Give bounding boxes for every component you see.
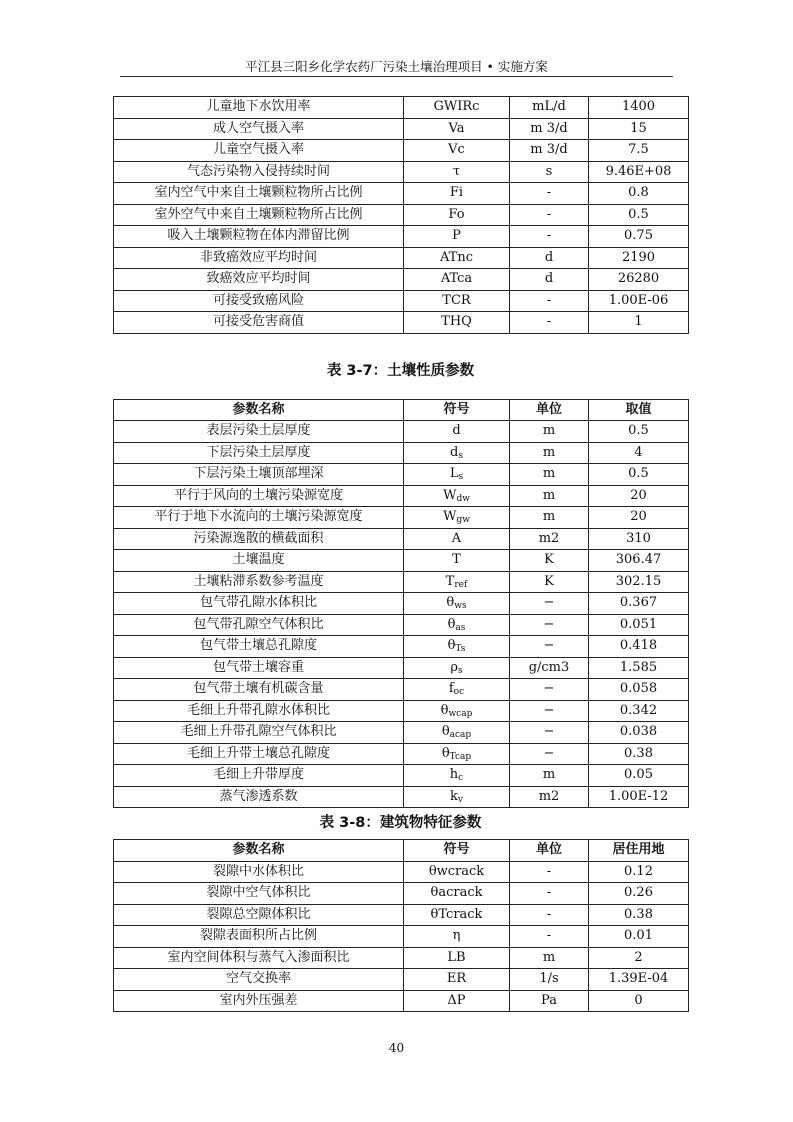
symbol-subscript: Ts [455, 644, 466, 655]
table-row [114, 204, 689, 226]
parameter-name: 可接受危害商值 [114, 312, 404, 334]
parameter-symbol [404, 421, 510, 443]
symbol-base: ATnc [439, 249, 473, 265]
table-row [114, 269, 689, 291]
parameter-value: 26280 [589, 269, 689, 291]
parameter-name: 儿童空气摄入率 [114, 140, 404, 162]
parameter-name: 裂隙中水体积比 [114, 861, 404, 883]
parameter-unit: K [510, 550, 589, 572]
parameter-unit: - [510, 226, 589, 248]
parameter-name: 裂隙表面积所占比例 [114, 926, 404, 948]
column-header: 单位 [510, 840, 589, 862]
symbol-base: Fi [449, 185, 464, 201]
symbol-base: A [451, 530, 462, 546]
symbol-base: ΔP [447, 992, 466, 1008]
symbol-subscript: c [458, 773, 464, 784]
parameter-symbol [404, 507, 510, 529]
parameter-name: 裂隙总空隙体积比 [114, 904, 404, 926]
parameter-name: 毛细上升带土壤总孔隙度 [114, 743, 404, 765]
parameter-name: 毛细上升带孔隙水体积比 [114, 700, 404, 722]
parameter-unit: m [510, 442, 589, 464]
symbol-base: θwcrack [428, 863, 485, 879]
symbol-base: GWIRc [433, 99, 480, 115]
parameter-value: 0.367 [589, 593, 689, 615]
symbol-base: ρ [450, 659, 459, 675]
table-row [114, 485, 689, 507]
symbol-subscript: s [458, 472, 464, 483]
parameter-symbol [404, 97, 510, 119]
parameter-unit: m [510, 485, 589, 507]
parameter-value: 9.46E+08 [589, 161, 689, 183]
parameter-value: 0.01 [589, 926, 689, 948]
symbol-base: ER [446, 971, 467, 987]
parameter-symbol [404, 571, 510, 593]
parameter-name: 土壤粘滞系数参考温度 [114, 571, 404, 593]
parameter-value: 0.418 [589, 636, 689, 658]
parameter-name: 室内空间体积与蒸气入渗面积比 [114, 947, 404, 969]
parameter-name: 毛细上升带孔隙空气体积比 [114, 722, 404, 744]
table-row [114, 247, 689, 269]
column-header: 参数名称 [114, 399, 404, 421]
symbol-base: h [449, 767, 459, 783]
table-row [114, 722, 689, 744]
parameter-symbol [404, 861, 510, 883]
parameter-value: 0.26 [589, 883, 689, 905]
parameter-symbol [404, 990, 510, 1012]
parameter-symbol [404, 947, 510, 969]
parameter-value: 310 [589, 528, 689, 550]
parameter-unit: mL/d [510, 97, 589, 119]
parameter-name: 致癌效应平均时间 [114, 269, 404, 291]
table-row [114, 786, 689, 808]
symbol-subscript: as [455, 622, 466, 633]
parameter-unit: - [510, 183, 589, 205]
table-row [114, 861, 689, 883]
parameter-value: 7.5 [589, 140, 689, 162]
parameter-value: 0.05 [589, 765, 689, 787]
parameter-symbol [404, 969, 510, 991]
table-row [114, 700, 689, 722]
parameter-unit: - [510, 312, 589, 334]
parameter-value: 1 [589, 312, 689, 334]
table-row [114, 636, 689, 658]
parameter-symbol [404, 204, 510, 226]
table-row [114, 947, 689, 969]
parameter-name: 包气带孔隙水体积比 [114, 593, 404, 615]
parameter-symbol [404, 183, 510, 205]
parameter-symbol [404, 485, 510, 507]
table-row [114, 226, 689, 248]
parameter-symbol [404, 118, 510, 140]
symbol-base: θ [447, 638, 456, 654]
table-row [114, 528, 689, 550]
symbol-base: η [452, 928, 461, 944]
parameter-name: 可接受致癌风险 [114, 290, 404, 312]
table-row [114, 183, 689, 205]
table-row [114, 118, 689, 140]
symbol-base: P [452, 228, 461, 244]
symbol-base: θ [446, 595, 455, 611]
column-header: 单位 [510, 399, 589, 421]
symbol-subscript: acap [449, 730, 472, 741]
parameter-value: 1.00E-06 [589, 290, 689, 312]
parameter-unit: - [510, 883, 589, 905]
parameter-unit: m 3/d [510, 140, 589, 162]
column-header: 取值 [589, 399, 689, 421]
parameter-unit: − [510, 722, 589, 744]
parameter-value: 0.75 [589, 226, 689, 248]
symbol-subscript: ref [454, 579, 468, 590]
header-row [114, 840, 689, 862]
parameter-unit: m [510, 421, 589, 443]
symbol-base: T [445, 573, 455, 589]
parameter-unit: 1/s [510, 969, 589, 991]
symbol-base: W [443, 487, 457, 503]
table-row [114, 464, 689, 486]
parameter-value: 1400 [589, 97, 689, 119]
parameter-unit: Pa [510, 990, 589, 1012]
symbol-subscript: dw [456, 493, 470, 504]
parameter-unit: m [510, 464, 589, 486]
parameter-symbol [404, 161, 510, 183]
parameter-value: 20 [589, 485, 689, 507]
parameter-symbol [404, 528, 510, 550]
symbol-base: θ [447, 616, 456, 632]
parameter-value: 0.38 [589, 743, 689, 765]
symbol-subscript: v [457, 794, 463, 805]
parameter-unit: - [510, 904, 589, 926]
parameter-name: 下层污染土层厚度 [114, 442, 404, 464]
header-row [114, 399, 689, 421]
symbol-base: W [443, 509, 457, 525]
table-row [114, 657, 689, 679]
table-row [114, 593, 689, 615]
parameter-name: 室内外压强差 [114, 990, 404, 1012]
parameter-unit: m2 [510, 786, 589, 808]
parameter-value: 0.058 [589, 679, 689, 701]
parameter-name: 平行于地下水流向的土壤污染源宽度 [114, 507, 404, 529]
parameter-symbol [404, 269, 510, 291]
parameter-name: 儿童地下水饮用率 [114, 97, 404, 119]
table-row [114, 97, 689, 119]
symbol-base: θ [441, 724, 450, 740]
symbol-base: θacrack [430, 885, 483, 901]
parameter-name: 空气交换率 [114, 969, 404, 991]
parameter-symbol [404, 464, 510, 486]
parameter-value: 0.38 [589, 904, 689, 926]
table-row [114, 161, 689, 183]
table-3-8-caption: 表 3-8：建筑物特征参数 [319, 815, 482, 831]
table-row [114, 442, 689, 464]
symbol-base: ATca [440, 271, 473, 287]
table-row [114, 765, 689, 787]
parameter-unit: - [510, 204, 589, 226]
parameter-value: 0 [589, 990, 689, 1012]
parameter-unit: g/cm3 [510, 657, 589, 679]
column-header: 居住用地 [589, 840, 689, 862]
parameter-symbol [404, 786, 510, 808]
parameter-symbol [404, 140, 510, 162]
parameter-name: 包气带孔隙空气体积比 [114, 614, 404, 636]
symbol-subscript: s [458, 665, 463, 676]
column-header: 参数名称 [114, 840, 404, 862]
parameter-symbol [404, 722, 510, 744]
symbol-base: τ [452, 163, 461, 179]
symbol-subscript: wcap [448, 708, 473, 719]
parameter-name: 裂隙中空气体积比 [114, 883, 404, 905]
parameter-name: 蒸气渗透系数 [114, 786, 404, 808]
parameter-name: 表层污染土层厚度 [114, 421, 404, 443]
parameter-symbol [404, 614, 510, 636]
symbol-subscript: Tcap [449, 751, 472, 762]
parameter-name: 毛细上升带厚度 [114, 765, 404, 787]
parameter-name: 平行于风向的土壤污染源宽度 [114, 485, 404, 507]
symbol-base: L [449, 466, 459, 482]
parameter-unit: - [510, 926, 589, 948]
symbol-subscript: s [458, 450, 463, 461]
symbol-subscript: oc [453, 687, 465, 698]
parameter-symbol [404, 636, 510, 658]
parameter-unit: m [510, 765, 589, 787]
parameter-unit: s [510, 161, 589, 183]
building-parameters-table [113, 839, 689, 1012]
parameter-value: 1.00E-12 [589, 786, 689, 808]
table-row [114, 312, 689, 334]
table-row [114, 421, 689, 443]
parameter-value: 2 [589, 947, 689, 969]
parameter-value: 0.8 [589, 183, 689, 205]
parameter-value: 0.12 [589, 861, 689, 883]
parameter-symbol [404, 883, 510, 905]
parameter-unit: K [510, 571, 589, 593]
parameter-value: 0.5 [589, 464, 689, 486]
parameter-name: 成人空气摄入率 [114, 118, 404, 140]
parameter-unit: − [510, 700, 589, 722]
parameter-unit: - [510, 861, 589, 883]
page-number: 40 [388, 1041, 405, 1055]
parameter-name: 室外空气中来自土壤颗粒物所占比例 [114, 204, 404, 226]
parameter-value: 0.342 [589, 700, 689, 722]
parameter-name: 气态污染物入侵持续时间 [114, 161, 404, 183]
table-row [114, 571, 689, 593]
parameter-name: 吸入土壤颗粒物在体内滞留比例 [114, 226, 404, 248]
parameter-value: 20 [589, 507, 689, 529]
table-row [114, 883, 689, 905]
parameter-name: 下层污染土壤顶部埋深 [114, 464, 404, 486]
parameter-unit: − [510, 636, 589, 658]
exposure-parameters-table-continued [113, 96, 689, 334]
parameter-unit: m2 [510, 528, 589, 550]
parameter-value: 2190 [589, 247, 689, 269]
parameter-symbol [404, 700, 510, 722]
table-row [114, 140, 689, 162]
parameter-value: 1.39E-04 [589, 969, 689, 991]
table-3-7-caption: 表 3-7：土壤性质参数 [326, 362, 475, 379]
symbol-base: THQ [441, 314, 472, 330]
table-row [114, 904, 689, 926]
parameter-symbol [404, 290, 510, 312]
parameter-unit: m [510, 507, 589, 529]
table-row [114, 969, 689, 991]
parameter-symbol [404, 312, 510, 334]
parameter-symbol [404, 593, 510, 615]
column-header: 符号 [404, 399, 510, 421]
symbol-base: Va [448, 120, 465, 136]
parameter-value: 306.47 [589, 550, 689, 572]
header-divider [120, 76, 673, 77]
symbol-base: Vc [448, 142, 465, 158]
parameter-symbol [404, 765, 510, 787]
parameter-unit: − [510, 593, 589, 615]
parameter-symbol [404, 926, 510, 948]
symbol-base: k [450, 788, 458, 804]
parameter-value: 0.5 [589, 204, 689, 226]
parameter-unit: m [510, 947, 589, 969]
parameter-name: 包气带土壤有机碳含量 [114, 679, 404, 701]
parameter-symbol [404, 679, 510, 701]
symbol-base: TCR [442, 292, 471, 308]
parameter-unit: m 3/d [510, 118, 589, 140]
parameter-unit: − [510, 679, 589, 701]
parameter-name: 非致癌效应平均时间 [114, 247, 404, 269]
parameter-name: 土壤温度 [114, 550, 404, 572]
parameter-name: 包气带土壤容重 [114, 657, 404, 679]
table-row [114, 926, 689, 948]
table-row [114, 743, 689, 765]
symbol-subscript: ws [454, 601, 467, 612]
symbol-base: T [452, 552, 461, 568]
symbol-base: d [450, 444, 459, 460]
parameter-symbol [404, 657, 510, 679]
parameter-symbol [404, 226, 510, 248]
table-row [114, 507, 689, 529]
parameter-value: 4 [589, 442, 689, 464]
column-header: 符号 [404, 840, 510, 862]
parameter-symbol [404, 550, 510, 572]
parameter-name: 包气带土壤总孔隙度 [114, 636, 404, 658]
parameter-value: 0.038 [589, 722, 689, 744]
page-header: 平江县三阳乡化学农药厂污染土壤治理项目 • 实施方案 [245, 59, 548, 74]
parameter-name: 污染源逸散的横截面积 [114, 528, 404, 550]
symbol-base: LB [447, 949, 466, 965]
parameter-unit: − [510, 743, 589, 765]
parameter-symbol [404, 442, 510, 464]
table-row [114, 990, 689, 1012]
page-body [113, 96, 688, 1012]
parameter-name: 室内空气中来自土壤颗粒物所占比例 [114, 183, 404, 205]
symbol-base: f [448, 681, 454, 697]
parameter-unit: d [510, 247, 589, 269]
symbol-base: θ [441, 745, 450, 761]
symbol-base: θ [440, 702, 449, 718]
table-row [114, 290, 689, 312]
parameter-symbol [404, 904, 510, 926]
table-row [114, 550, 689, 572]
parameter-unit: - [510, 290, 589, 312]
parameter-value: 1.585 [589, 657, 689, 679]
parameter-unit: d [510, 269, 589, 291]
symbol-subscript: gw [456, 515, 470, 526]
parameter-value: 0.5 [589, 421, 689, 443]
table-row [114, 679, 689, 701]
symbol-base: Fo [448, 206, 465, 222]
symbol-base: θTcrack [430, 906, 483, 922]
soil-properties-table [113, 399, 689, 809]
parameter-value: 302.15 [589, 571, 689, 593]
parameter-value: 15 [589, 118, 689, 140]
parameter-unit: − [510, 614, 589, 636]
parameter-value: 0.051 [589, 614, 689, 636]
symbol-base: d [452, 423, 461, 439]
parameter-symbol [404, 743, 510, 765]
parameter-symbol [404, 247, 510, 269]
table-row [114, 614, 689, 636]
